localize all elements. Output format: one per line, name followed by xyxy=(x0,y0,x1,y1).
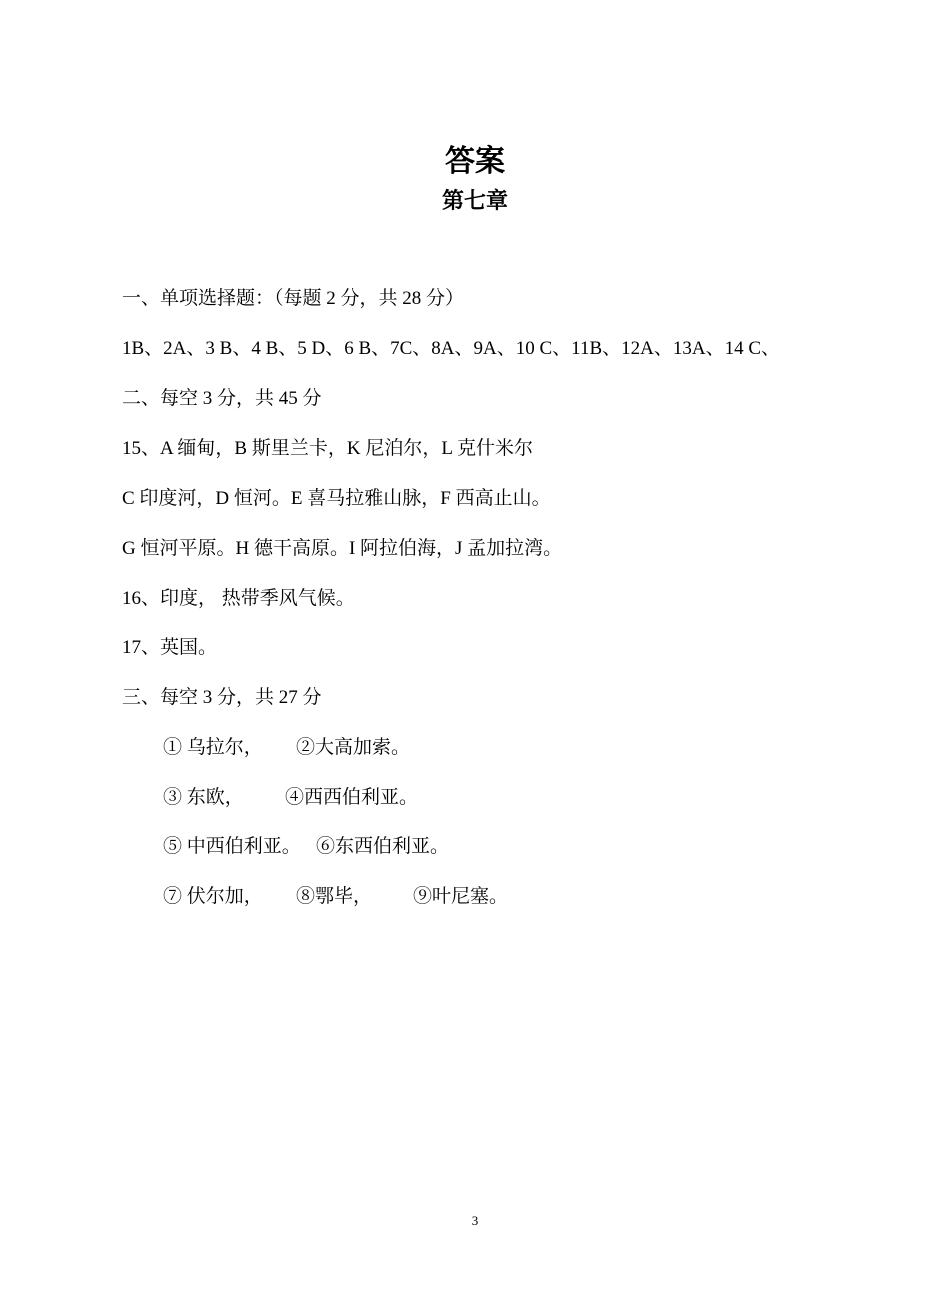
section-3-row-2 xyxy=(163,785,418,811)
section-1-answers: 1B、2A、3 B、4 B、5 D、6 B、7C、8A、9A、10 C、11B、12A、13A、14 C、 xyxy=(122,338,781,359)
chapter-subtitle: 第七章 xyxy=(441,189,508,214)
answer-line-16: 16、印度， 热带季风气候。 xyxy=(122,588,355,609)
answer-item-9: ⑨叶尼塞。 xyxy=(413,886,509,907)
page-number: 3 xyxy=(471,1213,479,1228)
section-3-row-1 xyxy=(163,735,410,761)
answer-item-5: ⑤ 中西伯利亚。 xyxy=(163,836,301,857)
answer-line-15-cont-2: G 恒河平原。H 德干高原。I 阿拉伯海，J 孟加拉湾。 xyxy=(122,538,563,559)
answer-item-3: ③ 东欧， xyxy=(163,787,244,808)
answer-line-15-cont-1: C 印度河，D 恒河。E 喜马拉雅山脉，F 西高止山。 xyxy=(122,488,551,509)
answer-line-17: 17、英国。 xyxy=(122,637,218,658)
section-2-heading: 二、每空 3 分，共 45 分 xyxy=(122,388,322,409)
section-3-row-3 xyxy=(163,834,449,860)
answer-item-7: ⑦ 伏尔加， xyxy=(163,886,263,907)
answer-item-8: ⑧鄂毕， xyxy=(296,886,373,907)
section-3-heading: 三、每空 3 分，共 27 分 xyxy=(122,687,322,708)
answer-item-6: ⑥东西伯利亚。 xyxy=(316,836,450,857)
section-3-row-4 xyxy=(163,884,508,910)
answer-item-2: ②大高加索。 xyxy=(296,737,411,758)
answer-line-15: 15、A 缅甸，B 斯里兰卡，K 尼泊尔，L 克什米尔 xyxy=(122,438,533,459)
answer-item-4: ④西西伯利亚。 xyxy=(285,787,419,808)
document-title: 答案 xyxy=(445,144,505,179)
section-1-heading: 一、单项选择题：（每题 2 分，共 28 分） xyxy=(122,288,465,309)
answer-item-1: ① 乌拉尔， xyxy=(163,737,263,758)
